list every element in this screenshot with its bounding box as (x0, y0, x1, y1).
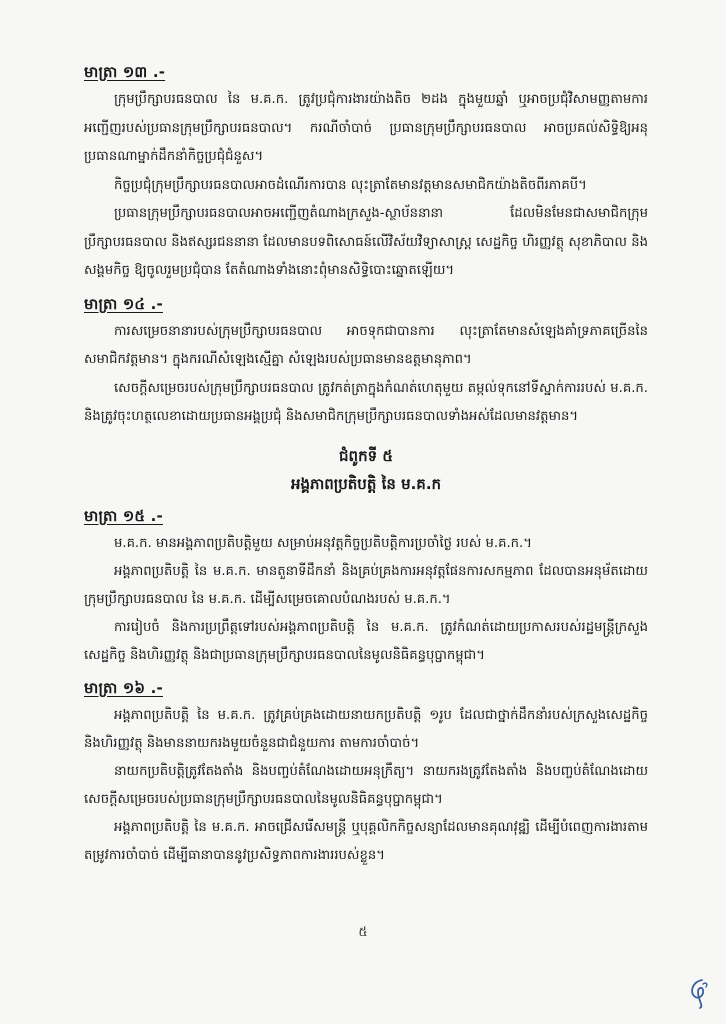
initials-signature-icon (686, 976, 712, 1010)
paragraph: ការរៀបចំ និងការប្រព្រឹត្តទៅរបស់អង្គភាពប្រតិបត្តិ នៃ ម.គ.ក. ត្រូវកំណត់ដោយប្រកាសរបស់រដ្ឋមន្ត្រីក្រសួងសេដ្ឋកិច្ច និងហិរញ្ញវត្ថុ និងជាប្រធានក្រុមប្រឹក្សាបរធនបាលនៃមូលនិធិគន្ធបុប្ផាកម្ពុជា។ (84, 619, 648, 663)
article-heading: មាត្រា ១៣ .- (84, 63, 166, 81)
article-16 (84, 676, 648, 870)
article-14 (84, 292, 648, 432)
paragraph: ក្រុមប្រឹក្សាបរធនបាល នៃ ម.គ.ក. ត្រូវប្រជុំការងារយ៉ាងតិច ២ដង ក្នុងមួយឆ្នាំ ឬអាចប្រជុំវិសាមញ្ញតាមការអញ្ជើញរបស់ប្រធានក្រុមប្រឹក្សាបរធនបាល។ ករណីចាំបាច់ ប្រធានក្រុមប្រឹក្សាបរធនបាល អាចប្រគល់សិទ្ធិឱ្យអនុប្រធានណាម្នាក់ដឹកនាំកិច្ចប្រជុំជំនួស។ (84, 92, 648, 164)
paragraph: ម.គ.ក. មានអង្គភាពប្រតិបត្តិមួយ សម្រាប់អនុវត្តកិច្ចប្រតិបត្តិការប្រចាំថ្ងៃ របស់ ម.គ.ក.។ (114, 535, 532, 551)
article-heading: មាត្រា ១៥ .- (84, 506, 163, 525)
paragraph: អង្គភាពប្រតិបត្តិ នៃ ម.គ.ក. ត្រូវគ្រប់គ្រងដោយនាយកប្រតិបត្តិ ១រូប ដែលជាថ្នាក់ដឹកនាំរបស់ក្រសួងសេដ្ឋកិច្ច និងហិរញ្ញវត្ថុ និងមាននាយករងមួយចំនួនជាជំនួយការ តាមការចាំបាច់។ (84, 707, 648, 751)
paragraph: អង្គភាពប្រតិបត្តិ នៃ ម.គ.ក. មានតួនាទីដឹកនាំ និងគ្រប់គ្រងការអនុវត្តផែនការសកម្មភាព ដែលបានអនុម័តដោយក្រុមប្រឹក្សាបរធនបាល នៃ ម.គ.ក. ដើម្បីសម្រេចគោលបំណងរបស់ ម.គ.ក.។ (84, 563, 648, 607)
paragraph: ប្រធានក្រុមប្រឹក្សាបរធនបាលអាចអញ្ជើញតំណាងក្រសួង-ស្ថាប័ននានា ដែលមិនមែនជាសមាជិកក្រុមប្រឹក្សាបរធនបាល និងឥស្សរជននានា ដែលមានបទពិសោធន៍លើវិស័យវិទ្យាសាស្ត្រ សេដ្ឋកិច្ច ហិរញ្ញវត្ថុ សុខាភិបាល និងសង្គមកិច្ច ឱ្យចូលរួមប្រជុំបាន តែតំណាងទាំងនោះពុំមានសិទ្ធិបោះឆ្នោតឡើយ។ (84, 206, 648, 278)
article-heading: មាត្រា ១៤ .- (84, 294, 163, 313)
article-15 (84, 504, 648, 670)
article-13 (84, 60, 648, 286)
paragraph: កិច្ចប្រជុំក្រុមប្រឹក្សាបរធនបាលអាចដំណើរការបាន លុះត្រាតែមានវត្តមានសមាជិកយ៉ាងតិចពីរភាគបី។ (114, 177, 587, 193)
paragraph: នាយកប្រតិបត្តិត្រូវតែងតាំង និងបញ្ចប់តំណែងដោយអនុក្រឹត្យ។ នាយករងត្រូវតែងតាំង និងបញ្ចប់តំណែងដោយសេចក្ដីសម្រេចរបស់ប្រធានក្រុមប្រឹក្សាបរធនបាលនៃមូលនិធិគន្ធបុប្ផាកម្ពុជា។ (84, 763, 648, 807)
chapter-title: អង្គភាពប្រតិបត្តិ នៃ ម.គ.ក (290, 474, 442, 493)
chapter-number: ជំពូកទី ៥ (339, 446, 393, 465)
paragraph: ការសម្រេចនានារបស់ក្រុមប្រឹក្សាបរធនបាល អាចទុកជាបានការ លុះត្រាតែមានសំឡេងគាំទ្រភាគច្រើននៃសមាជិកវត្តមាន។ ក្នុងករណីសំឡេងស្មើគ្នា សំឡេងរបស់ប្រធានមានឧត្តមានុភាព។ (84, 323, 648, 367)
paragraph: សេចក្ដីសម្រេចរបស់ក្រុមប្រឹក្សាបរធនបាល ត្រូវកត់ត្រាក្នុងកំណត់ហេតុមួយ តម្កល់ទុកនៅទីស្នាក់ការរបស់ ម.គ.ក. និងត្រូវចុះហត្ថលេខាដោយប្រធានអង្គប្រជុំ និងសមាជិកក្រុមប្រឹក្សាបរធនបាលទាំងអស់ដែលមានវត្តមាន។ (84, 380, 648, 424)
paragraph: អង្គភាពប្រតិបត្តិ នៃ ម.គ.ក. អាចជ្រើសរើសមន្ត្រី ឬបុគ្គលិកកិច្ចសន្យាដែលមានគុណវុឌ្ឍិ ដើម្បីបំពេញការងារតាមតម្រូវការចាំបាច់ ដើម្បីធានាបាននូវប្រសិទ្ធភាពការងាររបស់ខ្លួន។ (84, 819, 648, 863)
article-heading: មាត្រា ១៦ .- (84, 678, 163, 697)
page-number: ៥ (358, 925, 368, 940)
